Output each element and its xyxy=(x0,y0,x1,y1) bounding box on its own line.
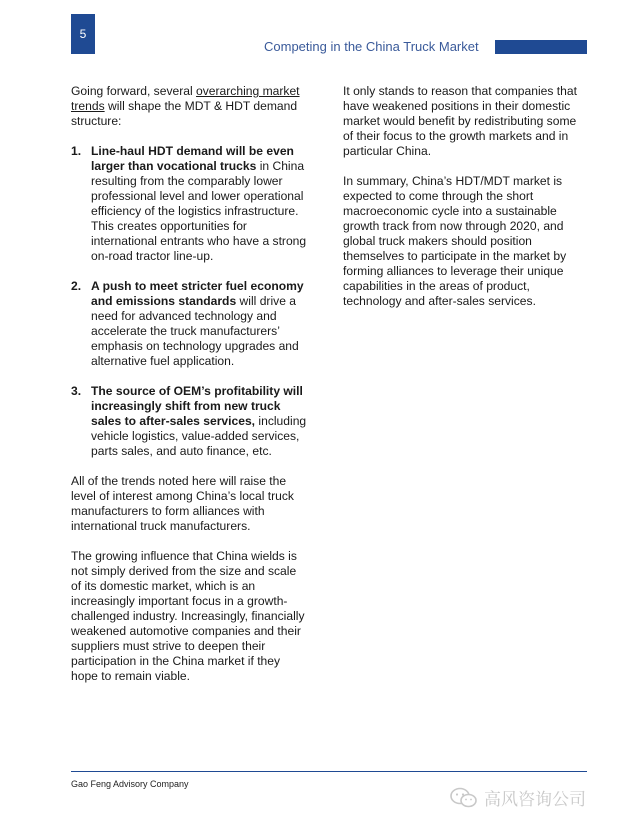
trend-number: 3. xyxy=(71,384,82,398)
left-column xyxy=(71,84,309,699)
alliances-paragraph: All of the trends noted here will raise the level of interest among China’s local truck manufacturers to form alliances with international truck manufacturers. xyxy=(71,474,294,533)
trend-item-3 xyxy=(71,384,309,459)
trend-body: including vehicle logistics, value-added services, parts sales, and auto finance, etc. xyxy=(91,414,307,458)
trend-list xyxy=(71,144,309,459)
intro-text-post: will shape the MDT & HDT demand structure: xyxy=(71,99,298,128)
intro-link[interactable]: overarching market trends xyxy=(71,84,300,113)
intro-text-pre: Going forward, several xyxy=(71,84,197,98)
page-number-badge xyxy=(71,14,95,54)
header-title: Competing in the China Truck Market xyxy=(264,39,479,54)
trend-body: in China resulting from the comparably lower professional level and lower operational efficiency of the logistics infrastructure. This creates opportunities for international entrants who have a strong on-road tractor line-up. xyxy=(91,159,307,263)
page-number: 5 xyxy=(79,27,87,41)
trend-heading: Line-haul HDT demand will be even larger than vocational trucks xyxy=(91,144,294,173)
header-accent-bar xyxy=(495,40,587,54)
reason-paragraph: It only stands to reason that companies that have weakened positions in their domestic market would benefit by redistributing some of their focus to the growth markets and in particular China. xyxy=(343,84,577,158)
trend-heading: A push to meet stricter fuel economy and emissions standards xyxy=(91,279,304,308)
influence-paragraph: The growing influence that China wields is not simply derived from the size and scale of its domestic market, which is an increasingly important focus in a growth-challenged industry. Increasingly, financially weakened automotive companies and their suppliers must strive to deepen their participation in the China market if they hope to remain viable. xyxy=(71,549,305,683)
watermark xyxy=(450,785,586,810)
trend-heading: The source of OEM’s profitability will increasingly shift from new truck sales to after-sales services, xyxy=(91,384,303,428)
trend-number: 1. xyxy=(71,144,82,158)
wechat-icon xyxy=(450,787,478,809)
right-column xyxy=(343,84,583,324)
intro-paragraph xyxy=(71,84,309,129)
trend-number: 2. xyxy=(71,279,82,293)
footer-divider xyxy=(71,771,587,772)
watermark-text: 高风咨询公司 xyxy=(484,790,586,809)
summary-paragraph: In summary, China’s HDT/MDT market is expected to come through the short macroeconomic cycle into a sustainable growth track from now through 2020, and global truck makers should position themselves to participate in the market by forming alliances to leverage their unique capabilities in the areas of product, technology and after-sales services. xyxy=(343,174,567,308)
trend-body: will drive a need for advanced technology and accelerate the truck manufacturers’ emphasis on technology upgrades and alternative fuel application. xyxy=(91,294,299,368)
trend-item-2 xyxy=(71,279,309,369)
footer-company-name: Gao Feng Advisory Company xyxy=(71,779,189,789)
trend-item-1 xyxy=(71,144,309,264)
